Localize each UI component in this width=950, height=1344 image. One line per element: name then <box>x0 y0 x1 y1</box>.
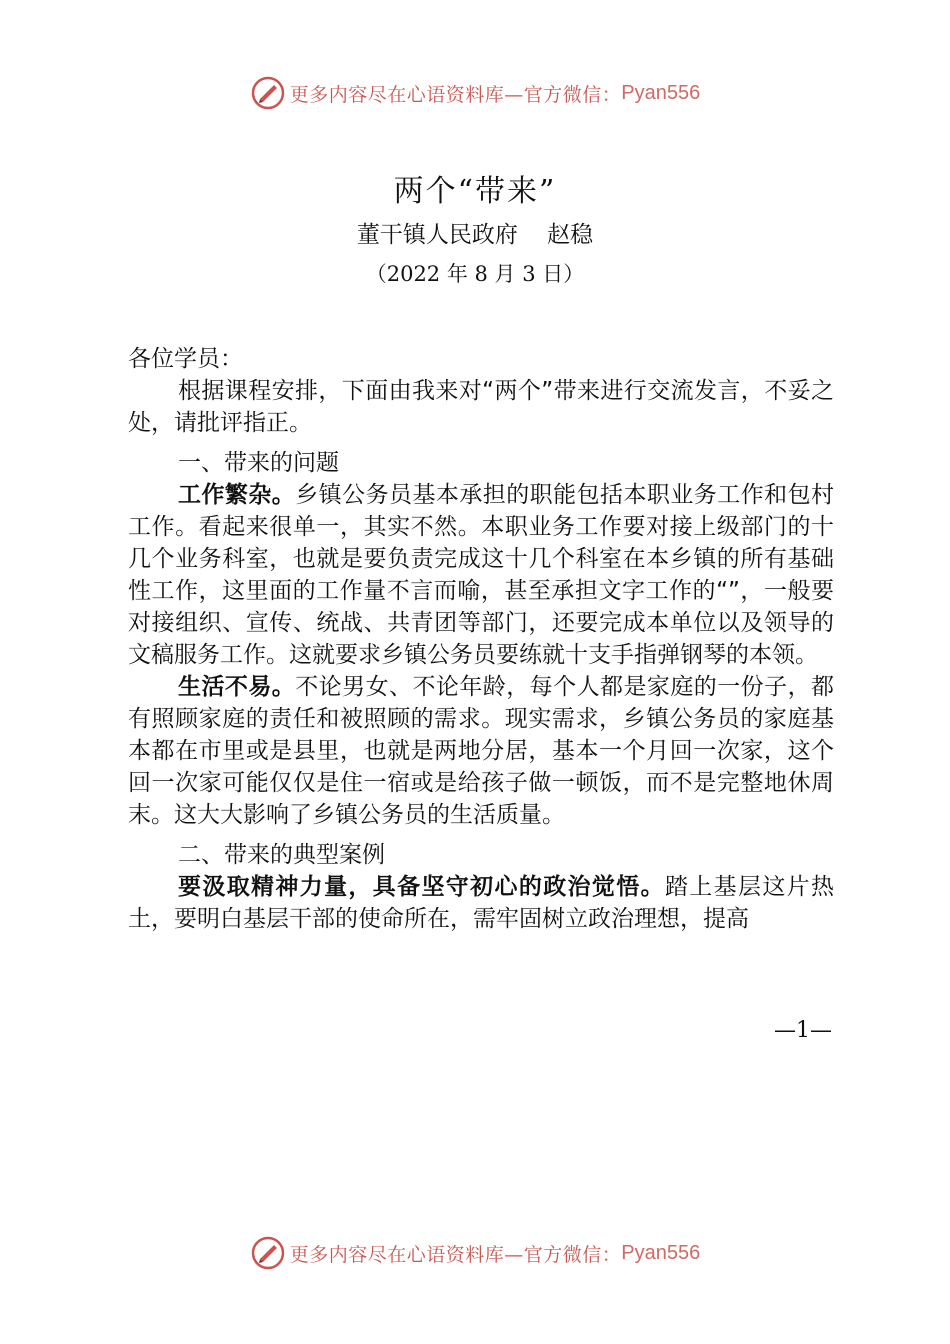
bottom-watermark-banner <box>0 1231 950 1275</box>
greeting: 各位学员： <box>128 346 243 372</box>
paragraph-text: 乡镇公务员基本承担的职能包括本职业务工作和包村工作。看起来很单一，其实不然。本职业务工作要对接上级部门的十几个业务科室，也就是要负责完成这十几个科室在本乡镇的所有基础性工作，这里面的工作量不言而喻，甚至承担文字工作的“”，一般要对接组织、宣传、统战、共青团等部门，还要完成本单位以及领导的文稿服务工作。这就要求乡镇公务员要练就十支手指弹钢琴的本领。 <box>128 482 835 668</box>
banner-wechat-id: Pyan556 <box>621 81 701 104</box>
pen-seal-logo-icon <box>250 75 286 111</box>
paragraph-lead: 要汲取精神力量，具备坚守初心的政治觉悟。 <box>178 874 665 900</box>
document-date: （2022 年 8 月 3 日） <box>365 262 585 286</box>
paragraph-life <box>128 671 834 831</box>
paragraph-spirit <box>128 871 834 935</box>
page-number: —1— <box>774 1018 832 1043</box>
document-body <box>128 343 834 935</box>
section-heading-2: 二、带来的典型案例 <box>178 842 385 868</box>
intro-paragraph: 根据课程安排，下面由我来对“两个”带来进行交流发言，不妥之处，请批评指正。 <box>128 378 834 436</box>
document-title: 两个“带来” <box>393 174 557 209</box>
section-heading-1: 一、带来的问题 <box>178 450 339 476</box>
banner-wechat-id: Pyan556 <box>621 1241 701 1264</box>
paragraph-work <box>128 479 834 671</box>
paragraph-lead: 生活不易。 <box>178 674 296 700</box>
pen-seal-logo-icon <box>250 1235 286 1271</box>
paragraph-text: 踏上基层这片热土，要明白基层干部的使命所在，需牢固树立政治理想，提高 <box>128 874 835 932</box>
top-watermark-banner <box>0 71 950 115</box>
paragraph-text: 不论男女、不论年龄，每个人都是家庭的一份子，都有照顾家庭的责任和被照顾的需求。现实需求，乡镇公务员的家庭基本都在市里或是县里，也就是两地分居，基本一个月回一次家，这个回一次家可能仅仅是住一宿或是给孩子做一顿饭，而不是完整地休周末。这大大影响了乡镇公务员的生活质量。 <box>128 674 835 828</box>
banner-text: 更多内容尽在心语资料库—官方微信： <box>289 83 622 106</box>
banner-text: 更多内容尽在心语资料库—官方微信： <box>289 1243 622 1266</box>
paragraph-lead: 工作繁杂。 <box>178 482 296 508</box>
document-author: 董干镇人民政府 赵稳 <box>356 222 594 248</box>
